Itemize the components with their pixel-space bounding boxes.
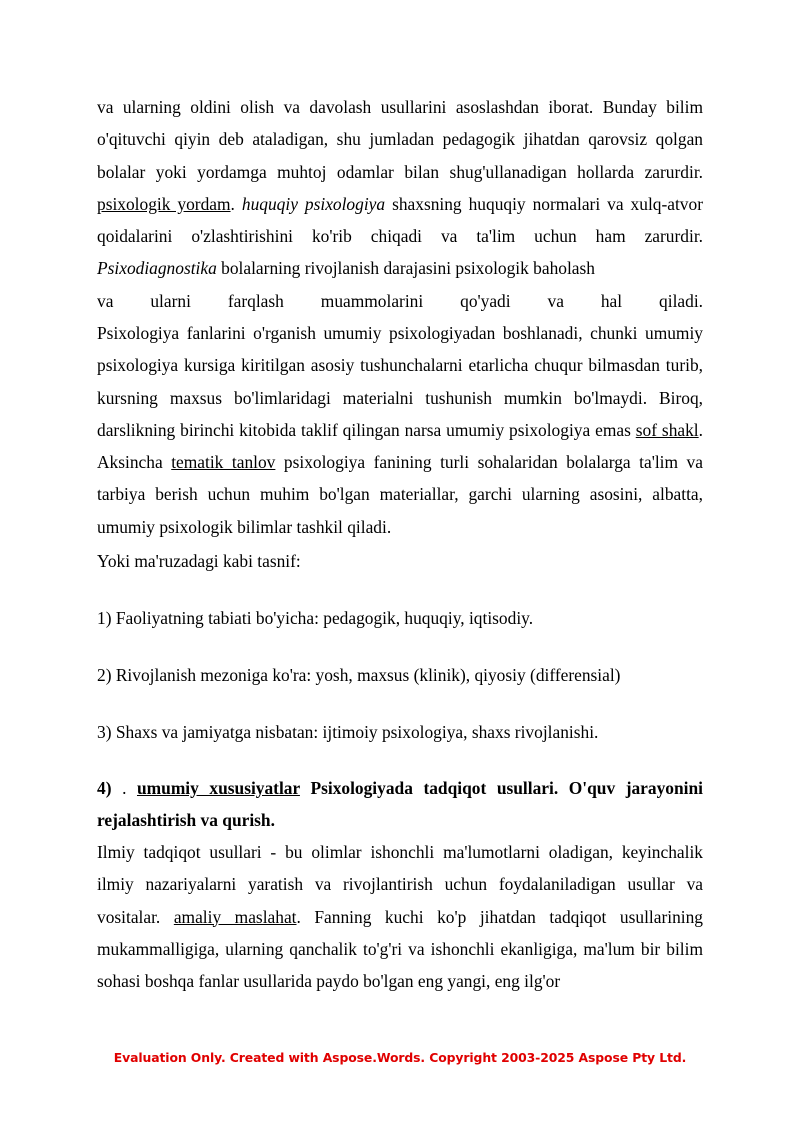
heading-number: 4)	[97, 778, 112, 798]
p1-text-b: .	[230, 193, 235, 214]
p2-text-a: Psixologiya fanlarini o'rganish umumiy psixologiyadan boshlanadi, chunki umumiy psixologiya kursiga kiritilgan asosiy tushunchalarni etarlicha chuqur bilmasdan turib, kursning maxsus bo'limlaridagi materialni tushunish mumkin bo'lmaydi. Biroq, darslikning birinchi kitobida taklif qilingan narsa umumiy psixologiya emas	[97, 323, 703, 440]
link-tematik-tanlov[interactable]: tematik tanlov	[171, 452, 276, 473]
section-heading-4	[97, 772, 703, 837]
link-umumiy-xususiyatlar[interactable]: umumiy xususiyatlar	[136, 778, 300, 798]
p1-text-d: bolalarning rivojlanish darajasini psixologik baholash	[221, 258, 595, 279]
p3-text-a: Ilmiy tadqiqot usullari - bu olimlar ishonchli ma'lumotlarni oladigan, keyinchalik ilmiy nazariyalarni yaratish va rivojlantirish uchun foydalaniladigan usullar va vositalar.	[97, 842, 703, 927]
p1-text-a: va ularning oldini olish va davolash usullarini asoslashdan iborat. Bunday bilim o'qituvchi qiyin deb ataladigan, shu jumladan pedagogik jihatdan qarovsiz qolgan bolalar yoki yordamga muhtoj odamlar bilan shug'ullanadigan hollarda zarurdir.	[97, 97, 703, 182]
p2-text-b: . Aksincha	[97, 419, 703, 473]
link-psixologik-yordam[interactable]: psixologik yordam	[97, 193, 231, 214]
term-psixodiagnostika: Psixodiagnostika	[97, 258, 217, 279]
term-huquqiy-psixologiya: huquqiy psixologiya	[241, 193, 386, 214]
p3-text-b: . Fanning kuchi ko'p jihatdan tadqiqot usullarining mukammalligiga, ularning qanchalik to'g'ri va ishonchli ekanligiga, ma'lum bir bilim sohasi boshqa fanlar usullarida paydo bo'lgan eng yangi, eng ilg'or	[97, 906, 704, 992]
p1-text-c: shaxsning huquqiy normalari va xulq-atvor qoidalarini o'zlashtirishini ko'rib chiqadi va ta'lim uchun ham zarurdir.	[97, 193, 703, 247]
list-item-3: 3) Shaxs va jamiyatga nisbatan: ijtimoiy psixologiya, shaxs rivojlanishi.	[97, 722, 599, 742]
list-item-1: 1) Faoliyatning tabiati bo'yicha: pedagogik, huquqiy, iqtisodiy.	[97, 608, 534, 628]
classification-intro: Yoki ma'ruzadagi kabi tasnif:	[97, 551, 301, 571]
paragraph-1-last-line: va ularni farqlash muammolarini qo'yadi va hal qiladi.	[97, 291, 703, 311]
p2-text-c: psixologiya fanining turli sohalaridan bolalarga ta'lim va tarbiya berish uchun muhim bo'lgan materiallar, garchi ularning asosini, albatta, umumiy psixologik bilimlar tashkil qiladi.	[97, 452, 703, 537]
paragraph-1	[97, 91, 703, 285]
heading-dot: .	[122, 778, 127, 798]
heading-text: Psixologiyada tadqiqot usullari. O'quv jarayonini rejalashtirish va qurish.	[97, 778, 703, 831]
evaluation-footer: Evaluation Only. Created with Aspose.Words. Copyright 2003-2025 Aspose Pty Ltd.	[113, 1050, 687, 1065]
paragraph-3	[97, 836, 703, 997]
list-item-2: 2) Rivojlanish mezoniga ko'ra: yosh, maxsus (klinik), qiyosiy (differensial)	[97, 665, 621, 685]
link-sof-shakl[interactable]: sof shakl	[635, 419, 699, 440]
link-amaliy-maslahat[interactable]: amaliy maslahat	[173, 906, 297, 927]
paragraph-2	[97, 317, 703, 543]
